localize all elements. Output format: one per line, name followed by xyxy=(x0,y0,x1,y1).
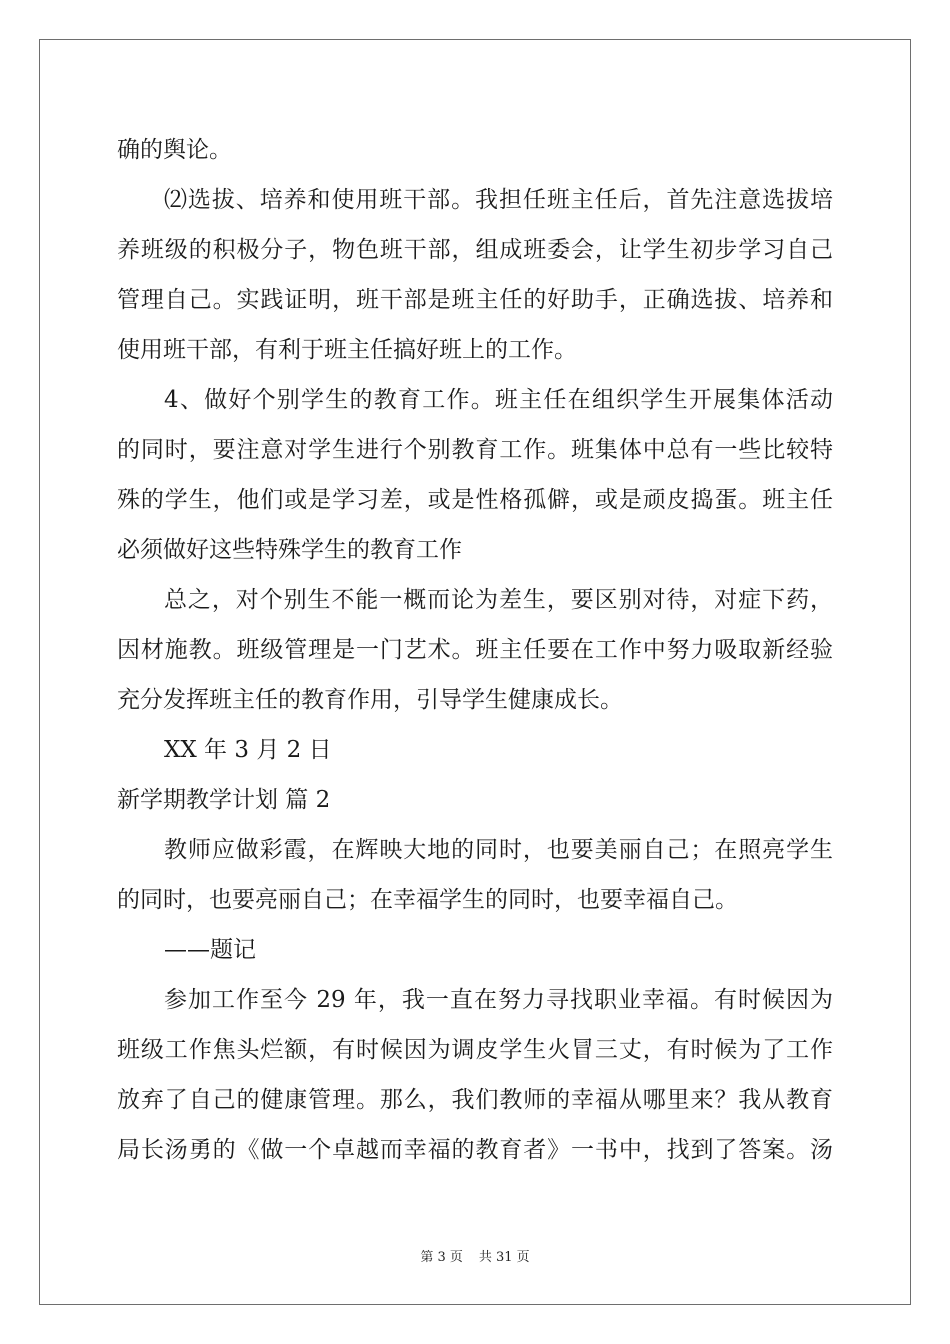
text-line: 的同时，要注意对学生进行个别教育工作。班集体中总有一些比较特 xyxy=(117,437,833,463)
section-heading: 新学期教学计划 篇 2 xyxy=(117,787,331,813)
page-number: 第 3 页 xyxy=(420,1250,463,1265)
text-line: 使用班干部，有利于班主任搞好班上的工作。 xyxy=(117,337,577,363)
text-line: 教师应做彩霞，在辉映大地的同时，也要美丽自己；在照亮学生 xyxy=(164,837,833,863)
text-line: 4、做好个别学生的教育工作。班主任在组织学生开展集体活动 xyxy=(164,387,833,413)
text-line: 殊的学生，他们或是学习差，或是性格孤僻，或是顽皮捣蛋。班主任 xyxy=(117,487,833,513)
text-line: 的同时，也要亮丽自己；在幸福学生的同时，也要幸福自己。 xyxy=(117,887,738,913)
text-line: 因材施教。班级管理是一门艺术。班主任要在工作中努力吸取新经验 xyxy=(117,637,833,663)
text-line: 管理自己。实践证明，班干部是班主任的好助手，正确选拔、培养和 xyxy=(117,287,833,313)
date-line: XX 年 3 月 2 日 xyxy=(164,737,332,763)
text-line: 必须做好这些特殊学生的教育工作 xyxy=(117,537,462,563)
page-total: 共 31 页 xyxy=(478,1250,530,1265)
text-line: 确的舆论。 xyxy=(117,137,232,163)
text-line: 参加工作至今 29 年，我一直在努力寻找职业幸福。有时候因为 xyxy=(164,987,833,1013)
text-line: 养班级的积极分子，物色班干部，组成班委会，让学生初步学习自己 xyxy=(117,237,833,263)
text-line: 班级工作焦头烂额，有时候因为调皮学生火冒三丈，有时候为了工作 xyxy=(117,1037,833,1063)
text-line: 放弃了自己的健康管理。那么，我们教师的幸福从哪里来？我从教育 xyxy=(117,1087,833,1113)
epigraph-attribution: ——题记 xyxy=(164,937,256,963)
text-line: ⑵选拔、培养和使用班干部。我担任班主任后，首先注意选拔培 xyxy=(164,187,833,213)
page-footer xyxy=(0,1246,950,1265)
text-line: 总之，对个别生不能一概而论为差生，要区别对待，对症下药， xyxy=(164,587,833,613)
text-line: 充分发挥班主任的教育作用，引导学生健康成长。 xyxy=(117,687,623,713)
text-line: 局长汤勇的《做一个卓越而幸福的教育者》一书中，找到了答案。汤 xyxy=(117,1137,833,1163)
